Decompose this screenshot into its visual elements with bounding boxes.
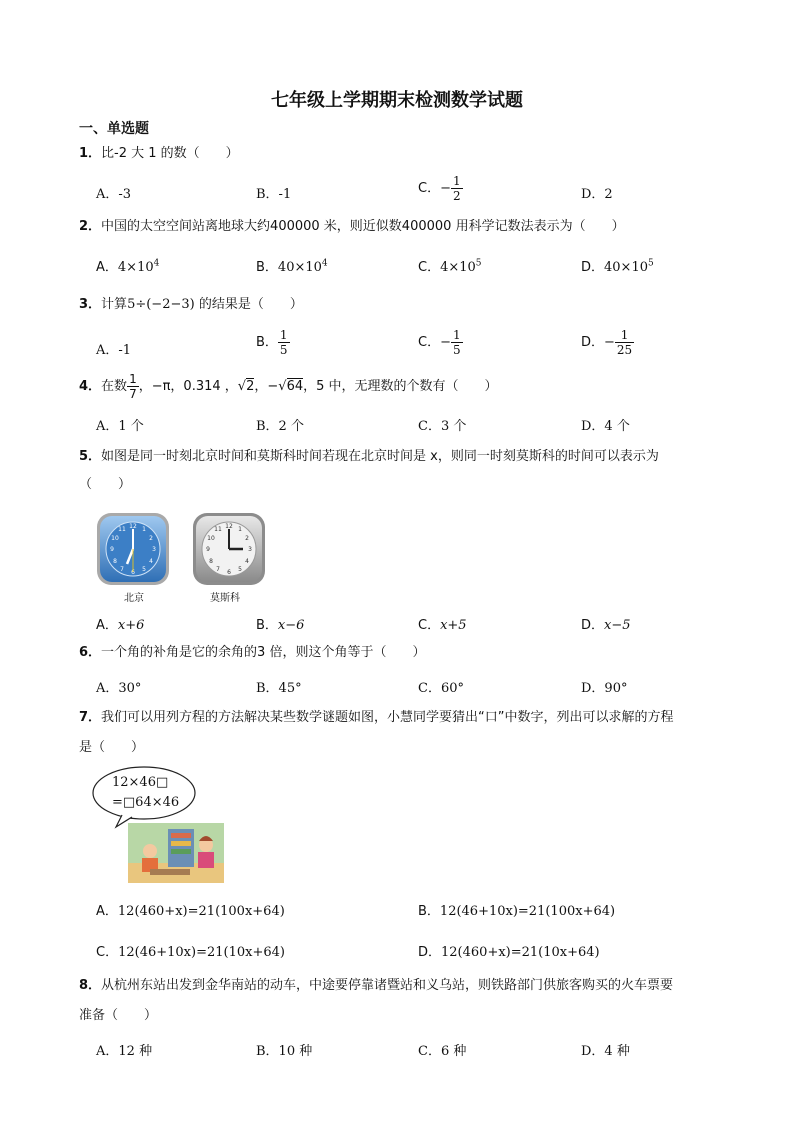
question-5 [79,443,759,499]
option-label: A． [96,618,118,633]
option-c: C．3 个 [418,419,467,434]
option-c [418,614,467,633]
question-number: 1． [79,146,102,161]
svg-text:7: 7 [216,566,220,573]
clocks-figure [96,512,276,586]
beijing-label: 北京 [124,593,144,604]
question-text: 如图是同一时刻北京时间和莫斯科时间若现在北京时间是 x，则同一时刻莫斯科的时间可以表示为 [101,449,659,464]
question-number: 7． [79,710,102,725]
svg-text:1: 1 [238,526,242,533]
option-a: A．-3 [96,187,132,202]
option-label: B． [256,618,278,633]
option-b [256,328,290,357]
children-illustration-icon [128,823,224,883]
option-a [96,256,159,275]
svg-text:6: 6 [227,569,231,576]
option-label: C． [418,181,441,196]
question-number: 3． [79,297,102,312]
option-d: D．4 个 [581,419,630,434]
svg-text:11: 11 [214,526,222,533]
svg-text:6: 6 [131,569,135,576]
option-d [581,614,631,633]
svg-text:4: 4 [149,558,153,565]
svg-text:12: 12 [225,523,233,530]
section-heading: 一、单选题 [79,121,149,137]
fraction [278,328,290,357]
page-title: 七年级上学期期末检测数学试题 [271,90,523,111]
question-6 [79,640,759,666]
svg-text:3: 3 [152,546,156,553]
question-text: 比-2 大 1 的数（ ） [101,146,239,161]
numerator: 1 [615,328,634,343]
option-label: D． [581,260,605,275]
question-text-cont: 是（ ） [79,740,145,755]
radicand: 2 [246,379,255,394]
option-label: B． [418,904,440,919]
fraction [451,174,463,203]
option-label: D． [418,945,442,960]
option-d [581,256,654,275]
option-b: B．-1 [256,187,292,202]
option-value: 4×10 [440,260,476,275]
option-label: C． [418,335,441,350]
fraction [127,372,139,401]
exponent: 4 [321,258,328,269]
svg-text:5: 5 [142,566,146,573]
option-label: D． [581,618,605,633]
question-text: 我们可以用列方程的方法解决某些数学谜题如图，小慧同学要猜出“口”中数字，列出可以求解的方程 [101,710,674,725]
question-text-part: ，−π，0.314 ， [138,379,238,394]
question-3 [79,292,759,318]
option-value: 40×10 [604,260,648,275]
option-b [418,900,615,919]
moscow-label: 莫斯科 [210,593,240,604]
option-a: A．1 个 [96,419,144,434]
question-text: 一个角的补角是它的余角的3 倍，则这个角等于（ ） [101,645,426,660]
question-text-part: ，5 中，无理数的个数有（ ） [303,379,498,394]
svg-text:9: 9 [206,546,210,553]
question-number: 2． [79,219,102,234]
svg-text:12: 12 [129,523,137,530]
option-value: 12(46+10x)=21(100x+64) [439,904,616,919]
moscow-clock-icon [193,513,265,585]
question-2 [79,214,759,240]
denominator: 25 [616,343,633,357]
minus-sign: − [604,335,615,350]
option-value: 12(46+10x)=21(10x+64) [118,945,285,960]
option-d: D．2 [581,187,613,202]
question-4 [79,372,759,401]
sqrt-64: √64 [278,379,304,394]
question-text: 计算 [101,297,128,312]
question-text-part: ，− [254,379,279,394]
option-c: C．6 种 [418,1044,467,1059]
option-b [256,256,328,275]
option-label: C． [418,260,441,275]
option-value: 40×10 [277,260,322,275]
option-value: x−6 [277,618,305,633]
numerator: 1 [452,174,461,188]
numerator: 1 [452,328,461,342]
svg-text:7: 7 [120,566,124,573]
svg-text:5: 5 [238,566,242,573]
exponent: 5 [648,258,654,269]
svg-text:9: 9 [110,546,114,553]
option-label: C． [96,945,119,960]
option-label: C． [418,618,441,633]
option-a [96,614,144,633]
numerator: 1 [129,372,137,386]
question-text-tail: 的结果是（ ） [194,297,303,312]
question-number: 4． [79,379,102,394]
exponent: 4 [153,258,160,269]
question-number: 8． [79,978,102,993]
option-value: x+6 [117,618,145,633]
answer-blank: （ ） [79,477,132,492]
svg-text:4: 4 [245,558,249,565]
question-text: 在数 [101,379,128,394]
sqrt-2: √2 [237,379,255,394]
option-value: x+5 [440,618,467,633]
svg-text:11: 11 [118,526,126,533]
option-d: D．90° [581,681,628,696]
denominator: 5 [279,343,288,357]
svg-text:8: 8 [209,558,213,565]
option-label: A． [96,260,118,275]
svg-text:1: 1 [142,526,146,533]
question-1 [79,141,759,167]
fraction [615,328,634,357]
option-d [581,328,634,357]
option-label: D． [581,335,605,350]
option-value: 4×10 [117,260,154,275]
question-8 [79,971,759,1031]
question-text: 中国的太空空间站离地球大约400000 米，则近似数400000 用科学记数法表示为（ ） [101,219,625,234]
option-a [96,900,285,919]
option-c [418,174,463,203]
fraction [451,328,463,357]
question-text-cont: 准备（ ） [79,1008,158,1023]
denominator: 7 [129,387,137,401]
option-b [256,614,304,633]
option-d: D．4 种 [581,1044,630,1059]
denominator: 5 [452,343,461,357]
option-value: 12(460+x)=21(100x+64) [117,904,285,919]
svg-text:10: 10 [111,535,119,542]
option-b: B．10 种 [256,1044,313,1059]
minus-sign: − [440,335,451,350]
option-b: B．2 个 [256,419,304,434]
question-number: 6． [79,645,102,660]
option-c [96,941,285,960]
option-c [418,328,463,357]
beijing-clock-icon [97,513,169,585]
option-b: B．45° [256,681,302,696]
svg-text:2: 2 [149,535,153,542]
svg-text:3: 3 [248,546,252,553]
bubble-line-2: =□64×46 [112,795,180,810]
option-a: A．12 种 [96,1044,153,1059]
question-text: 从杭州东站出发到金华南站的动车，中途要停靠诸暨站和义乌站，则铁路部门供旅客购买的火车票要 [101,978,674,993]
option-label: A． [96,904,118,919]
option-value: x−5 [604,618,631,633]
option-a: A．-1 [96,343,132,358]
numerator: 1 [279,328,288,342]
exponent: 5 [475,258,482,269]
minus-sign: − [440,181,451,196]
option-value: 12(460+x)=21(10x+64) [441,945,600,960]
question-number: 5． [79,449,102,464]
bubble-line-1: 12×46□ [112,775,169,790]
option-d [418,941,600,960]
svg-text:2: 2 [245,535,249,542]
option-a: A．30° [96,681,142,696]
option-label: B． [256,260,278,275]
option-label: B． [256,335,278,350]
svg-text:10: 10 [207,535,215,542]
expression: 5÷(−2−3) [127,297,195,312]
radicand: 64 [286,379,304,394]
option-c [418,256,482,275]
question-7 [79,703,759,763]
denominator: 2 [452,189,461,203]
svg-text:8: 8 [113,558,117,565]
option-c: C．60° [418,681,464,696]
